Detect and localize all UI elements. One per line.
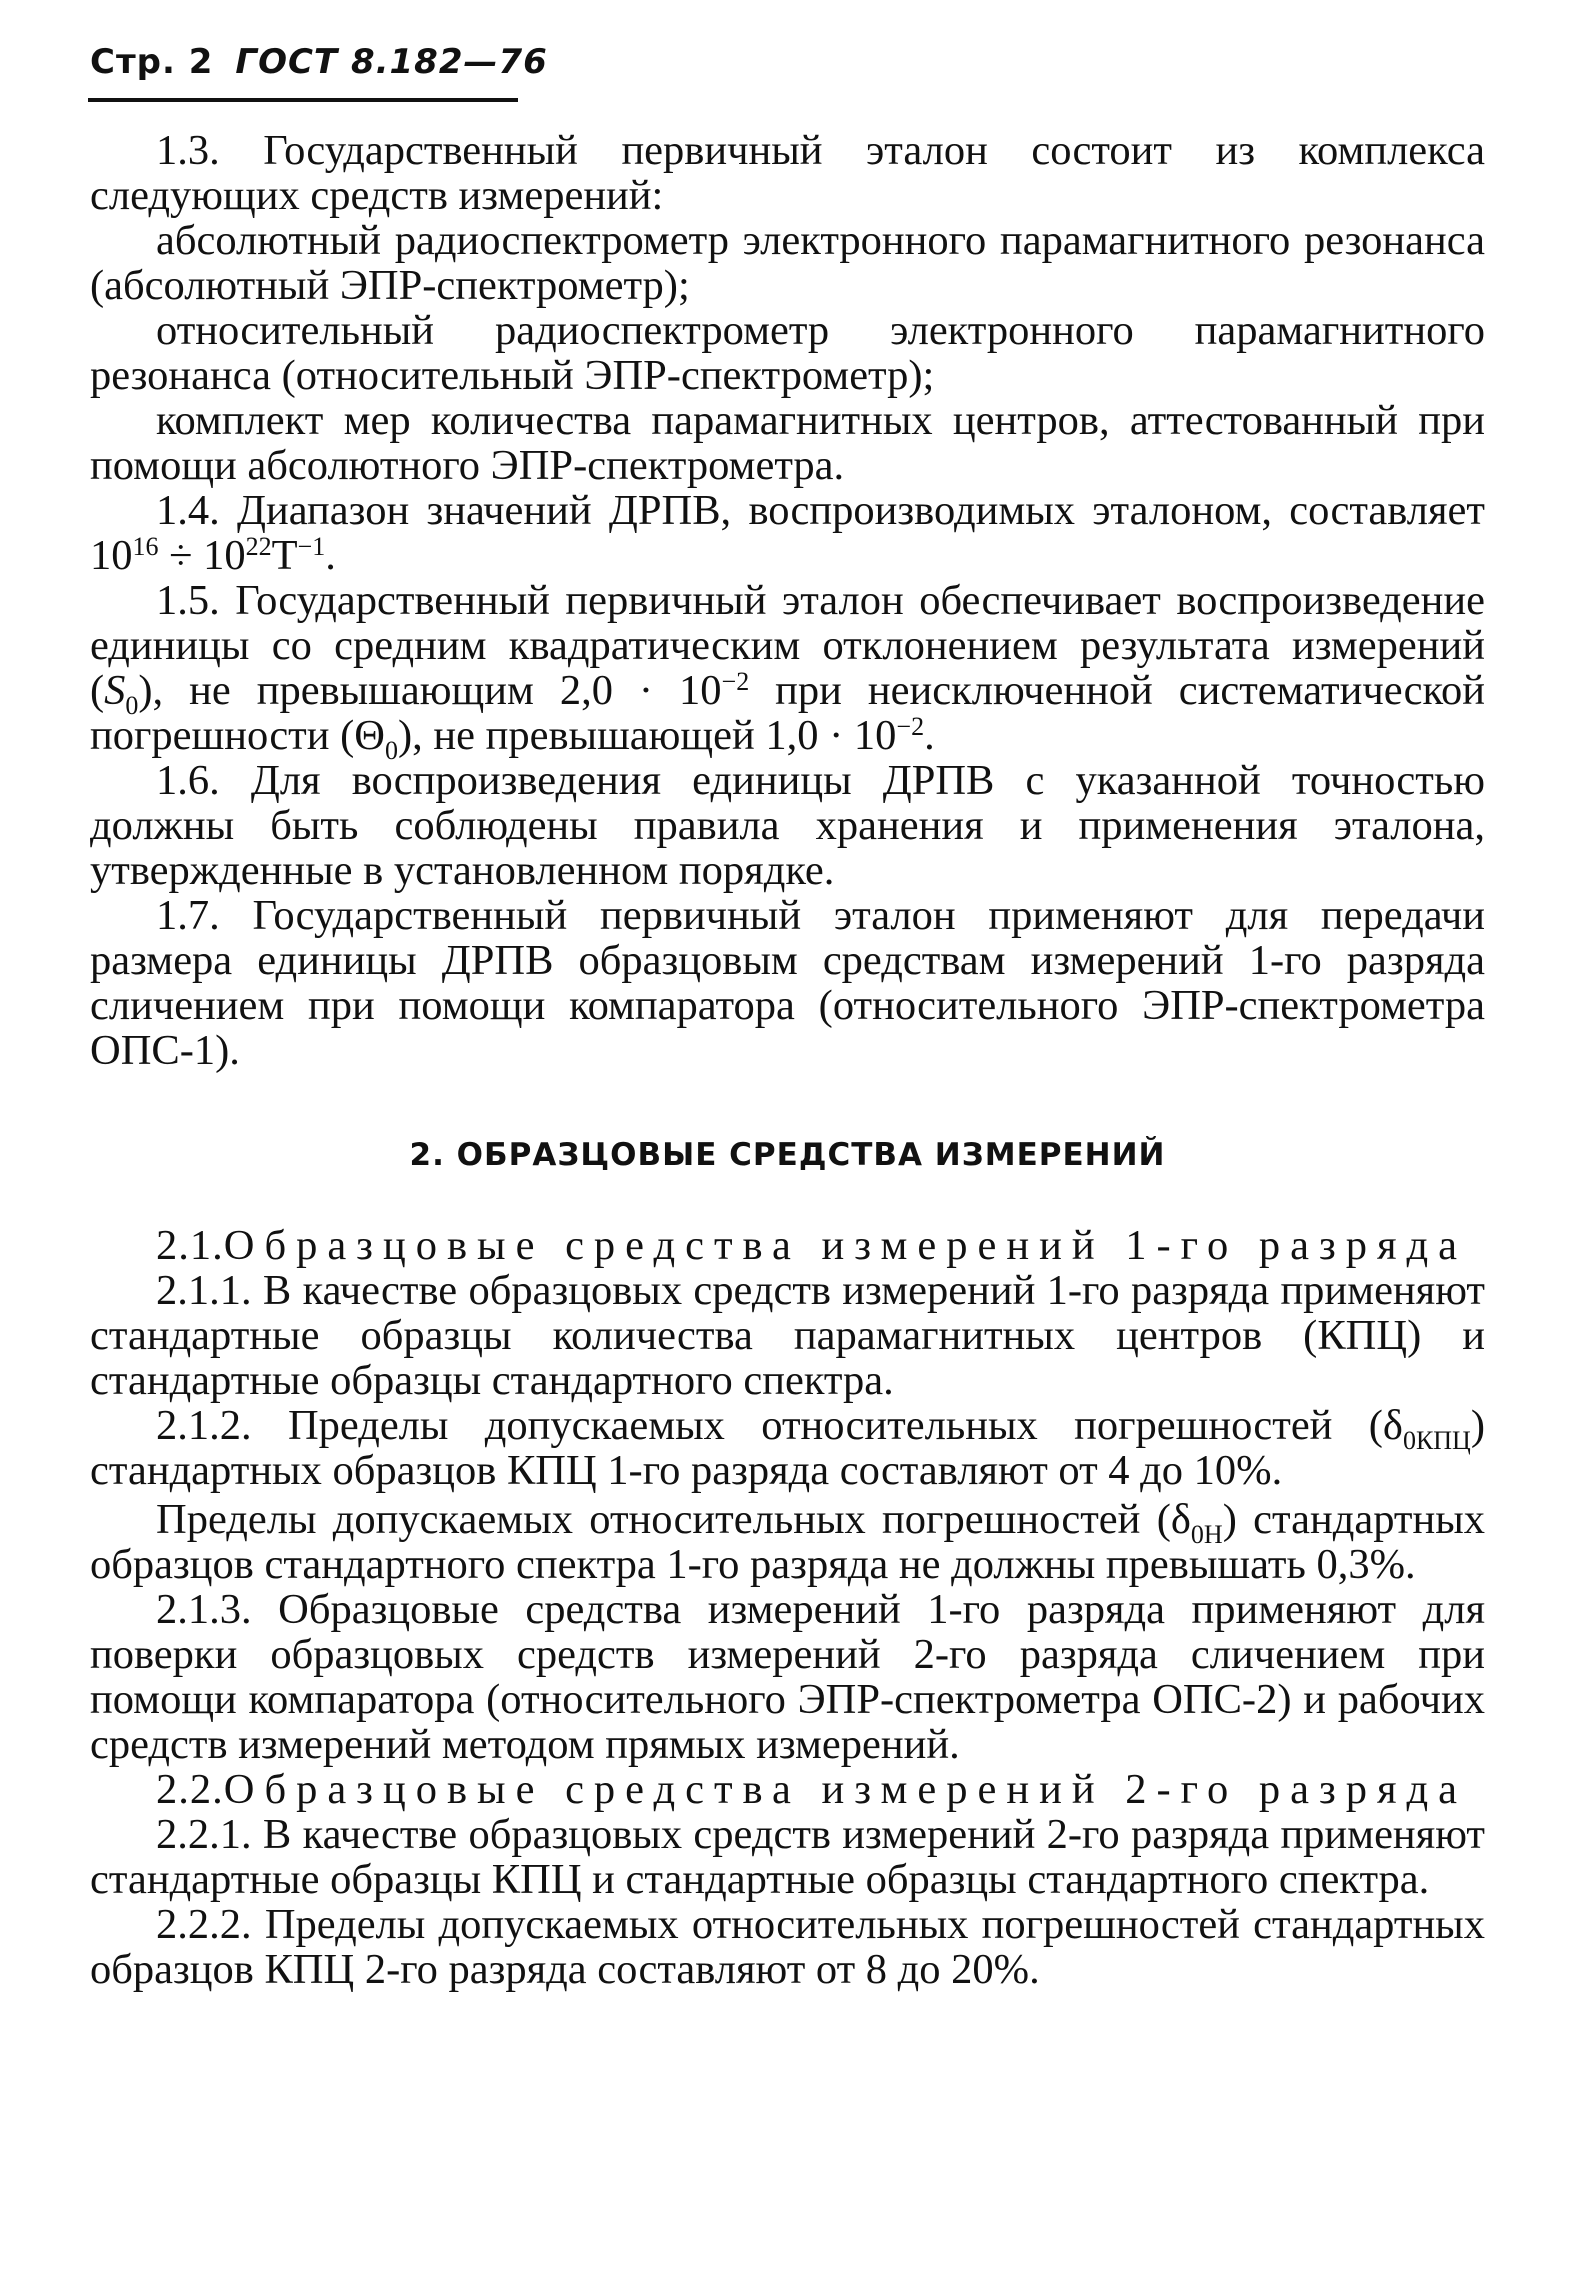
page-header bbox=[90, 42, 548, 83]
list-item-relative-spectrometer: относительный радиоспектрометр электронного парамагнитного резонанса (относительный ЭПР-спектрометр); bbox=[90, 307, 1485, 399]
paragraph-2-2-1: 2.2.1. В качестве образцовых средств измерений 2-го разряда применяют стандартные образцы КПЦ и стандартные образцы стандартного спектра. bbox=[90, 1811, 1485, 1903]
delta-h-subscript: 0Н bbox=[1190, 1520, 1223, 1549]
s0-subscript: 0 bbox=[125, 691, 139, 720]
theta-limit-exponent: −2 bbox=[896, 712, 925, 741]
s0-limit-exponent: −2 bbox=[721, 667, 750, 696]
page-number: Стр. 2 bbox=[90, 42, 214, 82]
paragraph-1-6: 1.6. Для воспроизведения единицы ДРПВ с указанной точностью должны быть соблюдены правила хранения и применения эталона, утвержденные в установленном порядке. bbox=[90, 757, 1485, 894]
paragraph-1-4-end: . bbox=[325, 532, 336, 579]
range-unit: Т bbox=[271, 532, 298, 579]
paragraph-2-1-2-part2: ) стандартных образцов КПЦ 1-го разряда составляют от 4 до 10%. bbox=[90, 1402, 1485, 1494]
header-rule bbox=[88, 98, 518, 102]
subsection-2-2-number: 2.2. bbox=[156, 1766, 224, 1813]
paragraph-1-5-end: . bbox=[924, 712, 935, 759]
range-high-exponent: 22 bbox=[245, 532, 272, 561]
theta-subscript: 0 bbox=[384, 736, 398, 765]
paragraph-1-5-part2: ), не превышающим 2,0 · 10 bbox=[138, 667, 722, 714]
range-unit-exponent: −1 bbox=[297, 532, 326, 561]
list-item-measure-set: комплект мер количества парамагнитных центров, аттестованный при помощи абсолютного ЭПР-спектрометра. bbox=[90, 397, 1485, 489]
subsection-2-1-heading bbox=[90, 1223, 1485, 1268]
subsection-2-1-text: Образцовые средства измерений 1-го разряда bbox=[223, 1222, 1468, 1269]
range-low-base: 10 bbox=[90, 532, 133, 579]
paragraph-1-4 bbox=[90, 488, 1485, 578]
paragraph-1-4-text: 1.4. Диапазон значений ДРПВ, воспроизводимых эталоном, составляет bbox=[156, 487, 1485, 534]
paragraph-1-3: 1.3. Государственный первичный эталон состоит из комплекса следующих средств измерений: bbox=[90, 127, 1485, 219]
paragraph-2-1-2b-part1: Пределы допускаемых относительных погрешностей (δ bbox=[156, 1496, 1191, 1543]
s0-symbol: S bbox=[104, 667, 126, 714]
paragraph-2-2-2: 2.2.2. Пределы допускаемых относительных погрешностей стандартных образцов КПЦ 2-го разряда составляют от 8 до 20%. bbox=[90, 1901, 1485, 1993]
paragraph-1-5-part1: 1.5. Государственный первичный эталон обеспечивает воспроизведение единицы со средним квадратическим отклонением результата измерений ( bbox=[90, 577, 1485, 714]
subsection-2-2-heading bbox=[90, 1767, 1485, 1812]
paragraph-2-1-3: 2.1.3. Образцовые средства измерений 1-го разряда применяют для поверки образцовых средств измерений 2-го разряда сличением при помощи компаратора (относительного ЭПР-спектрометра ОПС-2) и рабочих средств измерений методом прямых измерений. bbox=[90, 1586, 1485, 1768]
document-body bbox=[90, 128, 1485, 1992]
range-high-base: 10 bbox=[203, 532, 246, 579]
range-separator: ÷ bbox=[158, 532, 204, 579]
paragraph-1-5-part4: ), не превышающей 1,0 · 10 bbox=[397, 712, 897, 759]
paragraph-2-1-1: 2.1.1. В качестве образцовых средств измерений 1-го разряда применяют стандартные образцы количества парамагнитных центров (КПЦ) и стандартные образцы стандартного спектра. bbox=[90, 1267, 1485, 1404]
delta-kpc-subscript: 0КПЦ bbox=[1402, 1426, 1471, 1455]
list-item-absolute-spectrometer: абсолютный радиоспектрометр электронного парамагнитного резонанса (абсолютный ЭПР-спектрометр); bbox=[90, 217, 1485, 309]
range-low-exponent: 16 bbox=[132, 532, 159, 561]
subsection-2-2-text: Образцовые средства измерений 2-го разряда bbox=[223, 1766, 1468, 1813]
subsection-2-1-number: 2.1. bbox=[156, 1222, 224, 1269]
paragraph-2-1-2-spectrum bbox=[90, 1497, 1485, 1587]
standard-number: ГОСТ 8.182—76 bbox=[235, 42, 548, 82]
paragraph-2-1-2b-part2: ) стандартных образцов стандартного спектра 1-го разряда не должны превышать 0,3%. bbox=[90, 1496, 1486, 1588]
paragraph-2-1-2-part1: 2.1.2. Пределы допускаемых относительных погрешностей (δ bbox=[156, 1402, 1403, 1449]
paragraph-1-5 bbox=[90, 577, 1485, 765]
paragraph-2-1-2 bbox=[90, 1403, 1485, 1493]
section-2-title: 2. ОБРАЗЦОВЫЕ СРЕДСТВА ИЗМЕРЕНИЙ bbox=[409, 1137, 1166, 1173]
paragraph-1-5-part3: при неисключенной систематической погрешности (Θ bbox=[90, 667, 1485, 759]
paragraph-1-7: 1.7. Государственный первичный эталон применяют для передачи размера единицы ДРПВ образцовым средствам измерений 1-го разряда сличением при помощи компаратора (относительного ЭПР-спектрометра ОПС-1). bbox=[90, 892, 1485, 1074]
